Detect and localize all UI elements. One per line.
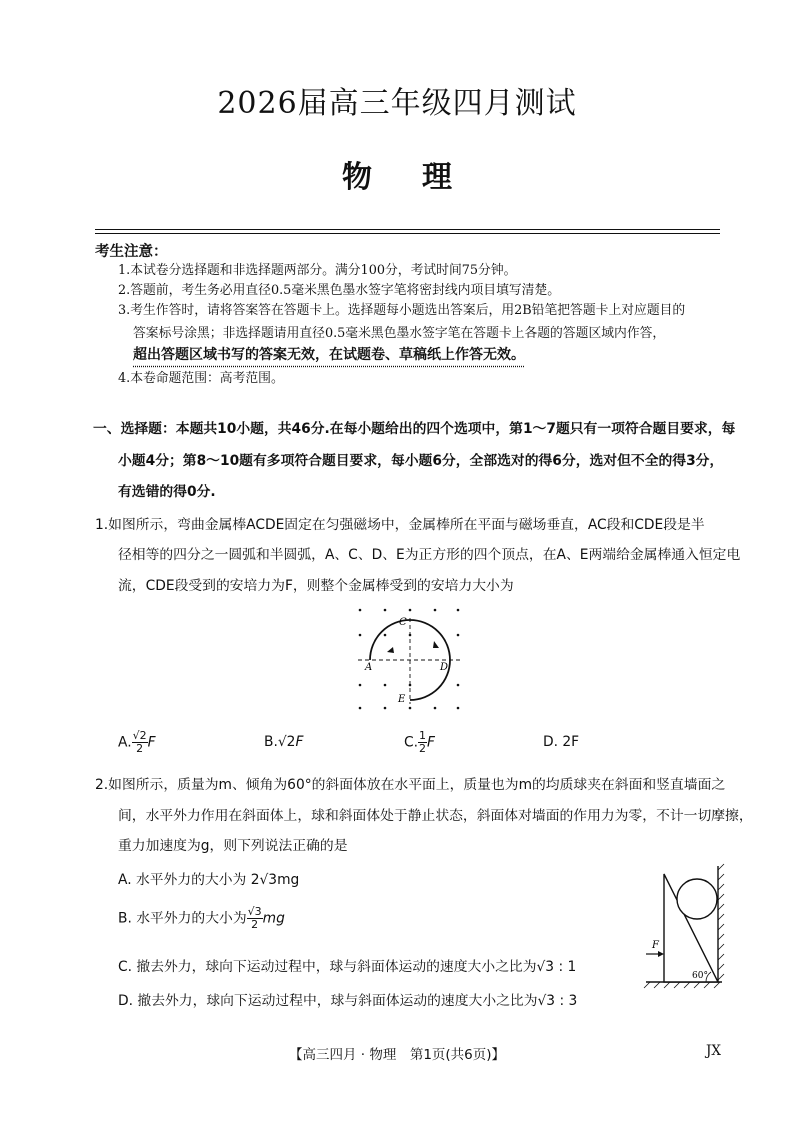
fraction-denominator: 2: [136, 742, 144, 755]
q1-option-c: [404, 730, 435, 755]
option-b-prefix: B.: [264, 734, 278, 750]
q2-option-c: C. 撤去外力，球向下运动过程中，球与斜面体运动的速度大小之比为√3 : 1: [118, 959, 577, 975]
footer-code: JX: [706, 1043, 722, 1059]
label-E: E: [398, 694, 406, 705]
notice-item-3-emphasis: 超出答题区域书写的答案无效，在试题卷、草稿纸上作答无效。: [133, 347, 525, 363]
q2-line-3: 重力加速度为g，则下列说法正确的是: [118, 838, 348, 854]
arrow-icon: [658, 951, 664, 957]
fraction-denominator: 2: [251, 918, 259, 931]
fraction-numerator: 1: [419, 729, 427, 742]
q2-line-2: 间，水平外力作用在斜面体上，球和斜面体处于静止状态，斜面体对墙面的作用力为零，不计一切摩擦，: [118, 808, 753, 824]
label-D: D: [440, 662, 449, 673]
notice-item-4: 4.本卷命题范围：高考范围。: [118, 371, 284, 386]
page-footer: 【高三四月 · 物理 第1页(共6页)】: [288, 1047, 506, 1063]
q2-option-b: [118, 906, 285, 931]
option-b-root: √2: [277, 734, 296, 750]
q2-line-1: 2.如图所示，质量为m、倾角为60°的斜面体放在水平面上，质量也为m的均质球夹在斜面和竖直墙面之: [95, 777, 726, 793]
magnetic-field-dots: [359, 609, 460, 710]
subject-title: 物理: [342, 160, 502, 195]
fraction-numerator: √2: [132, 729, 147, 742]
label-C: C: [399, 617, 407, 628]
q1-option-d: D. 2F: [543, 734, 580, 750]
arrow-icon: [387, 647, 394, 653]
header-rule-bottom: [95, 233, 720, 234]
option-c-suffix: F: [427, 734, 435, 751]
fraction-numerator: √3: [247, 905, 262, 918]
notice-item-2: 2.答题前，考生务必用直径0.5毫米黑色墨水签字笔将密封线内项目填写清楚。: [118, 283, 561, 298]
fraction: [418, 730, 427, 755]
section1-line-3: 有选错的得0分.: [118, 484, 216, 500]
q2-option-a: A. 水平外力的大小为 2√3mg: [118, 872, 300, 888]
option-b-suffix: F: [295, 734, 304, 750]
notice-item-3: 3.考生作答时，请将答案答在答题卡上。选择题每小题选出答案后，用2B铅笔把答题卡上对应题目的: [118, 303, 686, 318]
section1-line-1: 一、选择题：本题共10小题，共46分.在每小题给出的四个选项中，第1～7题只有一项符合题目要求，每: [93, 421, 736, 437]
ground-hatch: [644, 982, 720, 988]
force-label: F: [652, 940, 659, 951]
q1-line-3: 流，CDE段受到的安培力为F，则整个金属棒受到的安培力大小为: [118, 578, 514, 594]
q2-figure: [640, 860, 734, 992]
q1-line-2: 径相等的四分之一圆弧和半圆弧，A、C、D、E为正方形的四个顶点，在A、E两端给金属棒通入恒定电: [118, 547, 741, 563]
angle-label: 60°: [692, 971, 708, 981]
option-a-prefix: A.: [118, 734, 132, 751]
fraction: [247, 906, 263, 931]
wall-hatch: [718, 864, 724, 980]
notice-item-1: 1.本试卷分选择题和非选择题两部分。满分100分，考试时间75分钟。: [118, 263, 517, 278]
exam-title: 2026届高三年级四月测试: [217, 86, 577, 121]
ball: [677, 879, 717, 919]
option-a-suffix: F: [147, 734, 156, 751]
fraction: [132, 730, 148, 755]
header-rule-top: [95, 229, 720, 230]
option-b-prefix: B. 水平外力的大小为: [118, 910, 247, 927]
q1-option-a: [118, 730, 156, 755]
option-c-prefix: C.: [404, 734, 419, 751]
option-b-suffix: mg: [262, 910, 285, 927]
q1-line-1: 1.如图所示，弯曲金属棒ACDE固定在匀强磁场中，金属棒所在平面与磁场垂直，AC段和CDE段是半: [95, 517, 705, 533]
arrow-icon: [433, 641, 439, 648]
q1-option-b: [264, 734, 303, 750]
fraction-denominator: 2: [419, 742, 427, 755]
notice-item-3-cont: 答案标号涂黑；非选择题请用直径0.5毫米黑色墨水签字笔在答题卡上各题的答题区域内作答，: [133, 326, 666, 341]
q1-figure: [350, 600, 470, 718]
section1-line-2: 小题4分；第8～10题有多项符合题目要求，每小题6分，全部选对的得6分，选对但不全的得3分，: [118, 453, 724, 469]
notice-title: 考生注意：: [95, 244, 168, 260]
q2-option-d: D. 撤去外力，球向下运动过程中，球与斜面体运动的速度大小之比为√3 : 3: [118, 993, 578, 1009]
label-A: A: [365, 662, 373, 673]
